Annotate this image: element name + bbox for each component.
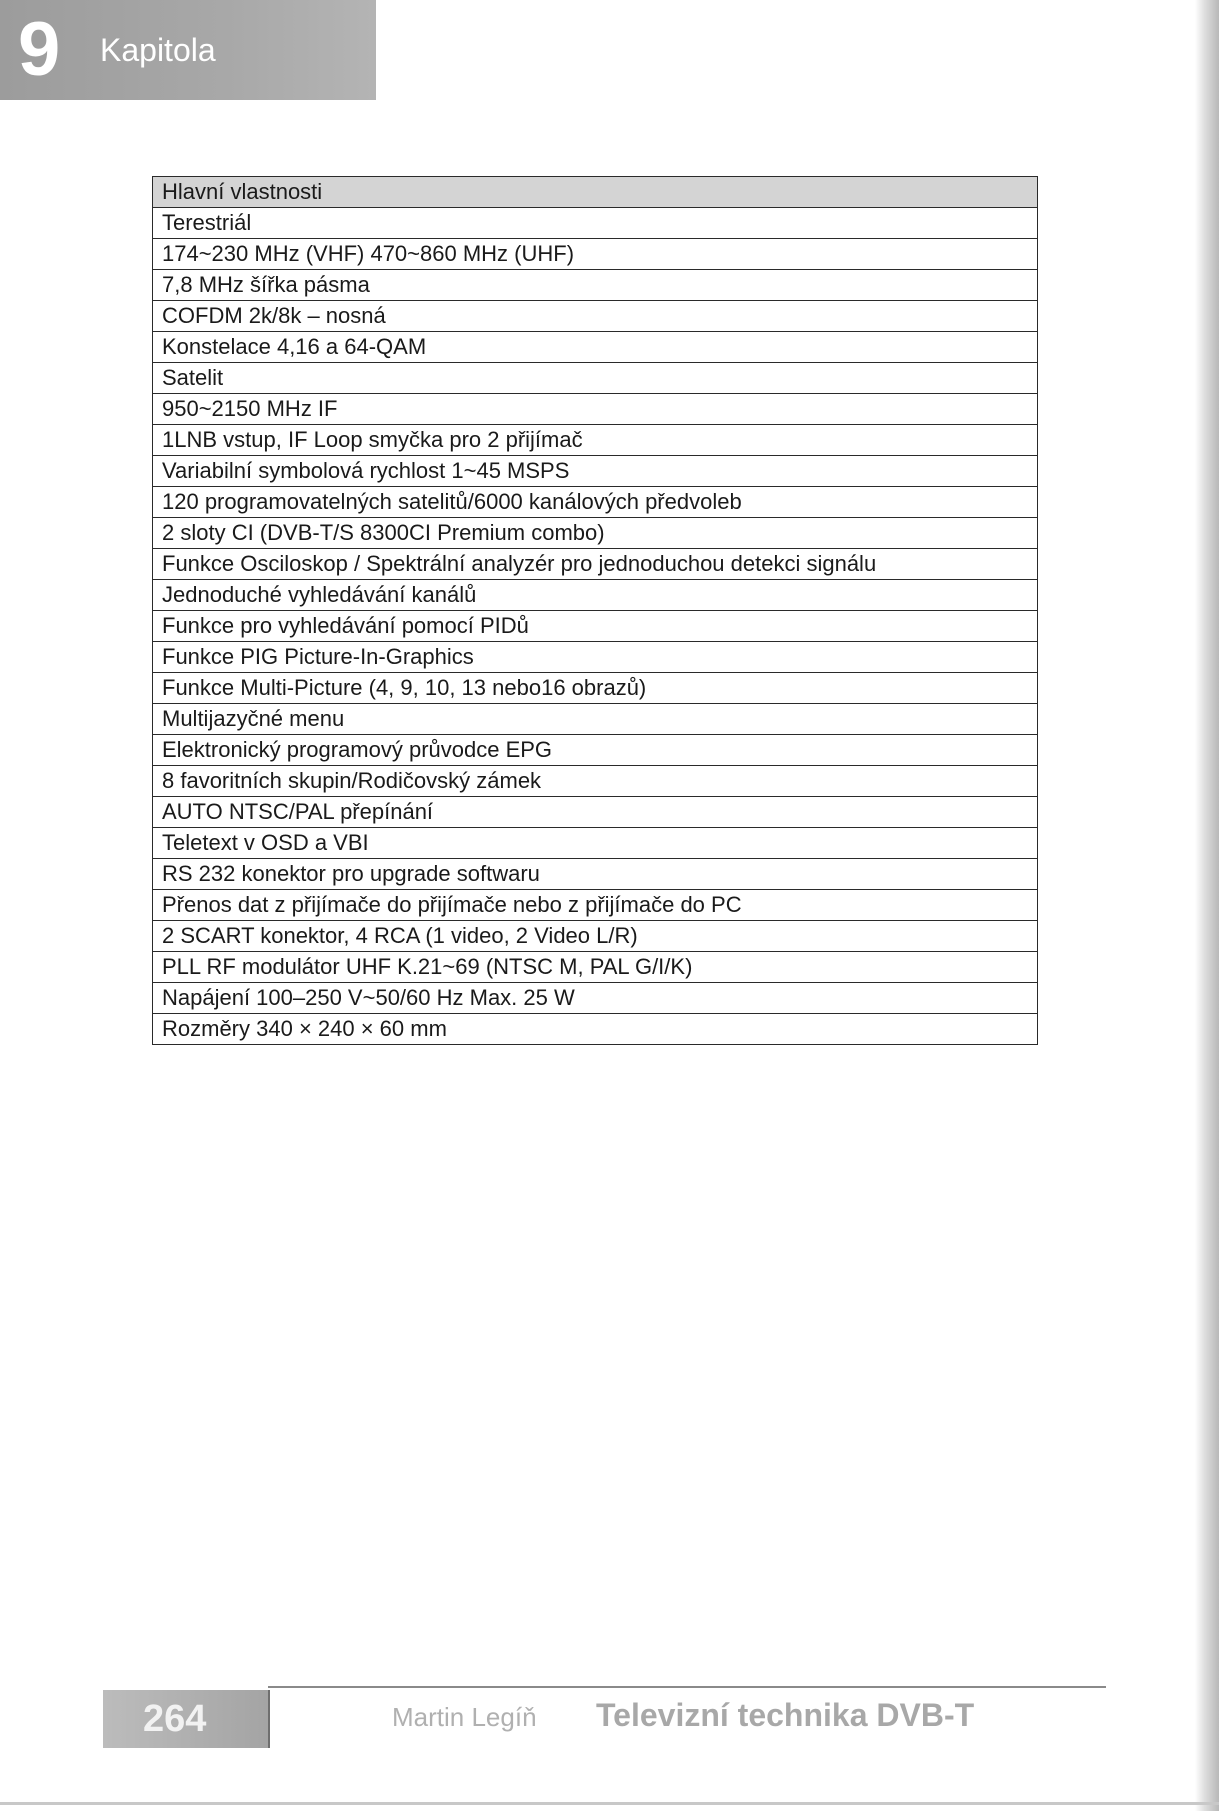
table-cell: 2 sloty CI (DVB-T/S 8300CI Premium combo) — [153, 518, 1038, 549]
table-row — [153, 828, 1038, 859]
table-row — [153, 363, 1038, 394]
page-number-box — [103, 1690, 270, 1748]
table-row — [153, 518, 1038, 549]
table-row — [153, 1014, 1038, 1045]
table-row — [153, 642, 1038, 673]
table-header-row — [153, 177, 1038, 208]
table-cell: 7,8 MHz šířka pásma — [153, 270, 1038, 301]
table-cell: RS 232 konektor pro upgrade softwaru — [153, 859, 1038, 890]
table-cell: Terestriál — [153, 208, 1038, 239]
table-cell: Multijazyčné menu — [153, 704, 1038, 735]
table-row — [153, 983, 1038, 1014]
table-row — [153, 301, 1038, 332]
bottom-edge-rule — [0, 1802, 1219, 1805]
table-cell: PLL RF modulátor UHF K.21~69 (NTSC M, PAL G/I/K) — [153, 952, 1038, 983]
table-cell: 2 SCART konektor, 4 RCA (1 video, 2 Video L/R) — [153, 921, 1038, 952]
table-cell: Rozměry 340 × 240 × 60 mm — [153, 1014, 1038, 1045]
table-row — [153, 921, 1038, 952]
table-cell: Funkce Osciloskop / Spektrální analyzér pro jednoduchou detekci signálu — [153, 549, 1038, 580]
table-cell: COFDM 2k/8k – nosná — [153, 301, 1038, 332]
table-row — [153, 425, 1038, 456]
table-row — [153, 270, 1038, 301]
table-row — [153, 208, 1038, 239]
table-row — [153, 704, 1038, 735]
table-row — [153, 735, 1038, 766]
table-row — [153, 766, 1038, 797]
table-row — [153, 580, 1038, 611]
table-cell: Funkce pro vyhledávání pomocí PIDů — [153, 611, 1038, 642]
table-cell: 174~230 MHz (VHF) 470~860 MHz (UHF) — [153, 239, 1038, 270]
table-row — [153, 456, 1038, 487]
table-row — [153, 673, 1038, 704]
features-table — [152, 176, 1038, 1045]
table-cell: 120 programovatelných satelitů/6000 kanálových předvoleb — [153, 487, 1038, 518]
table-row — [153, 890, 1038, 921]
table-header: Hlavní vlastnosti — [153, 177, 1038, 208]
footer-book-title: Televizní technika DVB-T — [596, 1697, 975, 1733]
table-cell: Napájení 100–250 V~50/60 Hz Max. 25 W — [153, 983, 1038, 1014]
table-row — [153, 952, 1038, 983]
table-row — [153, 239, 1038, 270]
table-cell: Teletext v OSD a VBI — [153, 828, 1038, 859]
table-cell: Jednoduché vyhledávání kanálů — [153, 580, 1038, 611]
table-row — [153, 549, 1038, 580]
table-cell: Přenos dat z přijímače do přijímače nebo z přijímače do PC — [153, 890, 1038, 921]
table-cell: 1LNB vstup, IF Loop smyčka pro 2 přijímač — [153, 425, 1038, 456]
table-cell: Funkce PIG Picture-In-Graphics — [153, 642, 1038, 673]
page-spine-shadow — [1195, 0, 1219, 1811]
table-cell: Variabilní symbolová rychlost 1~45 MSPS — [153, 456, 1038, 487]
table-cell: 8 favoritních skupin/Rodičovský zámek — [153, 766, 1038, 797]
table-row — [153, 797, 1038, 828]
page-number: 264 — [143, 1698, 207, 1740]
footer-author: Martin Legíň — [392, 1702, 537, 1732]
table-row — [153, 859, 1038, 890]
table-row — [153, 394, 1038, 425]
table-row — [153, 487, 1038, 518]
table-cell: Funkce Multi-Picture (4, 9, 10, 13 nebo16 obrazů) — [153, 673, 1038, 704]
chapter-label: Kapitola — [100, 32, 216, 68]
chapter-number: 9 — [18, 7, 61, 92]
table-cell: 950~2150 MHz IF — [153, 394, 1038, 425]
footer-rule — [268, 1686, 1106, 1688]
table-row — [153, 611, 1038, 642]
table-cell: Elektronický programový průvodce EPG — [153, 735, 1038, 766]
table-cell: AUTO NTSC/PAL přepínání — [153, 797, 1038, 828]
table-cell: Konstelace 4,16 a 64-QAM — [153, 332, 1038, 363]
table-cell: Satelit — [153, 363, 1038, 394]
table-row — [153, 332, 1038, 363]
chapter-tab — [0, 0, 376, 100]
